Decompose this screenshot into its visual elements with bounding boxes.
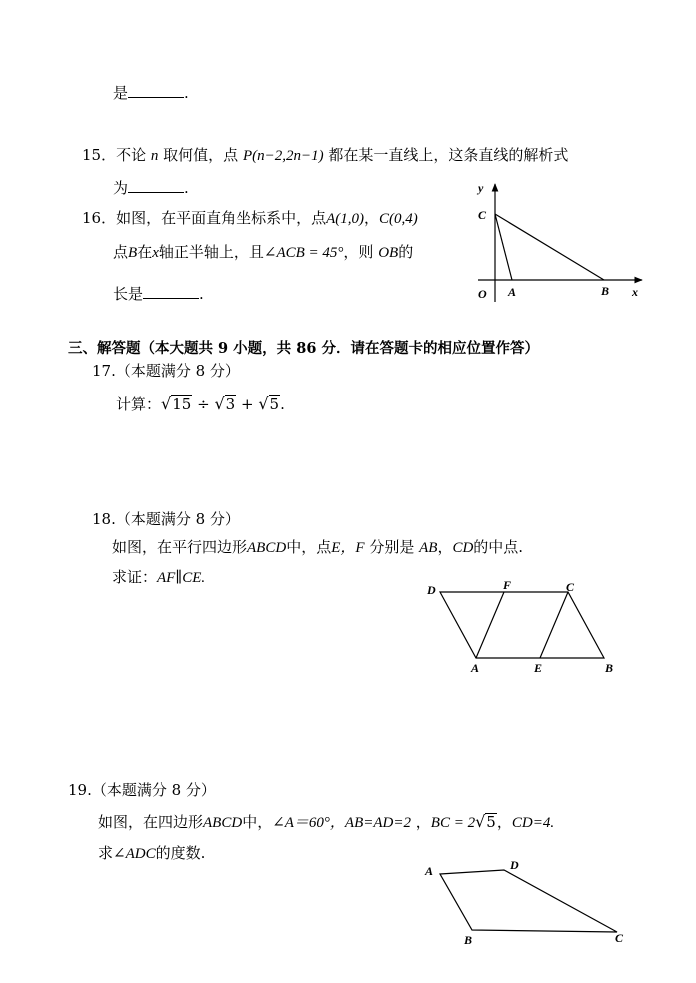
q18-segment-af bbox=[476, 592, 504, 658]
q19-line2 bbox=[98, 843, 205, 864]
q15-point: P(n−2,2n−1) bbox=[242, 148, 324, 164]
q17-label: 计算： bbox=[116, 395, 162, 413]
q18-parallelogram-figure bbox=[420, 576, 620, 676]
q17-radicand-3: 5 bbox=[269, 395, 280, 413]
q18-line2 bbox=[112, 567, 205, 588]
q18-line1 bbox=[112, 537, 523, 558]
q18-text-a: 如图，在平行四边形 bbox=[112, 538, 248, 556]
q16-angle: ∠ACB = 45° bbox=[263, 245, 344, 261]
q19-header: 19.（本题满分 8 分） bbox=[68, 781, 216, 799]
q16-text-b5: 的 bbox=[398, 243, 414, 261]
q18-claim: AF∥CE. bbox=[157, 570, 206, 586]
q19-text-a: 如图，在四边形 bbox=[98, 813, 204, 831]
q19-sep-2: ， bbox=[496, 813, 512, 831]
q18-label-b: B bbox=[605, 661, 614, 675]
q19-abcd: ABCD bbox=[203, 815, 243, 831]
q16-text-b3: 轴正半轴上，且 bbox=[158, 243, 264, 261]
q16-answer-blank[interactable] bbox=[143, 283, 199, 299]
q19-sep-1: ， bbox=[415, 813, 431, 831]
q16-point-a: A(1,0) bbox=[326, 211, 365, 227]
q17-plus: + bbox=[240, 395, 254, 413]
q15-text-c: 都在某一直线上，这条直线的解析式 bbox=[328, 146, 569, 164]
q18-cd: CD bbox=[452, 540, 474, 556]
q18-parallelogram-abcd bbox=[440, 592, 604, 658]
q19-label-b: B bbox=[464, 933, 473, 947]
q15-text-a: 不论 bbox=[116, 146, 147, 164]
q17-header: 17.（本题满分 8 分） bbox=[92, 362, 240, 380]
q19-quadrilateral-figure bbox=[420, 856, 634, 950]
q16-period: . bbox=[199, 285, 204, 303]
q18-label-e: E bbox=[534, 661, 543, 675]
q16-var-b: B bbox=[128, 245, 138, 261]
q16-line3 bbox=[113, 283, 204, 304]
q19-cond-3: CD=4. bbox=[511, 815, 555, 831]
q18-ab: AB bbox=[419, 540, 438, 556]
q19-text-c: 求 bbox=[98, 844, 114, 862]
q16-sep: ， bbox=[364, 209, 380, 227]
q16-coordinate-figure bbox=[470, 178, 646, 306]
q16-text-c: 长是 bbox=[113, 285, 144, 303]
q18-label-a: A bbox=[471, 661, 480, 675]
q15-text-b: 取何值，点 bbox=[163, 146, 239, 164]
q14-answer-line bbox=[113, 82, 189, 103]
q18-text-e: 求证： bbox=[112, 568, 158, 586]
q16-ob: OB bbox=[378, 245, 399, 261]
q16-line2 bbox=[113, 242, 413, 263]
q16-point-c: C(0,4) bbox=[379, 211, 418, 227]
q16-var-x: x bbox=[152, 245, 159, 261]
q19-text-b: 中， bbox=[242, 813, 273, 831]
q18-label-d: D bbox=[427, 583, 436, 597]
q17-radical-sign-2: √ bbox=[214, 394, 225, 413]
q18-ef: E，F bbox=[331, 540, 365, 556]
q19-radicand: 5 bbox=[486, 813, 496, 831]
q19-label-d: D bbox=[510, 858, 519, 872]
section-3-heading: 三、解答题（本大题共 9 小题，共 86 分．请在答题卡的相应位置作答） bbox=[68, 340, 539, 357]
q16-segment-ca bbox=[495, 214, 512, 280]
q15-answer-blank[interactable] bbox=[128, 177, 184, 193]
q17-radical-sign-3: √ bbox=[258, 394, 269, 413]
q16-label-c: C bbox=[478, 208, 487, 222]
q19-line1 bbox=[98, 812, 554, 833]
q15-period: . bbox=[184, 179, 189, 197]
q14-period: . bbox=[184, 84, 189, 102]
q17-radicand-2: 3 bbox=[225, 395, 236, 413]
q17-expression bbox=[116, 394, 285, 414]
q16-number: 16． bbox=[82, 209, 117, 227]
q18-label-f: F bbox=[503, 578, 512, 592]
q16-segment-cb bbox=[495, 214, 604, 280]
q19-angle: ∠ADC bbox=[113, 846, 156, 862]
q16-label-x: x bbox=[632, 285, 638, 299]
q19-cond-1: ∠A＝60°，AB=AD=2 bbox=[272, 815, 411, 831]
q19-radical-sign: √ bbox=[475, 812, 486, 831]
q18-text-d: 的中点. bbox=[473, 538, 524, 556]
q16-label-o: O bbox=[478, 287, 487, 301]
q15-number: 15． bbox=[82, 146, 117, 164]
q14-text: 是 bbox=[113, 84, 129, 102]
q16-line1 bbox=[82, 208, 418, 229]
q16-label-a: A bbox=[508, 285, 517, 299]
q17-divide: ÷ bbox=[197, 395, 210, 413]
q17-period: . bbox=[280, 395, 285, 413]
q15-text-line2: 为 bbox=[113, 179, 129, 197]
q18-sep: ， bbox=[437, 538, 453, 556]
q19-label-c: C bbox=[615, 931, 624, 945]
q16-label-y: y bbox=[478, 181, 484, 195]
q17-radical-sign-1: √ bbox=[161, 394, 172, 413]
q15-var-n: n bbox=[150, 148, 159, 164]
q16-text-b1: 点 bbox=[113, 243, 129, 261]
q19-cond-2: BC = 2 bbox=[430, 815, 476, 831]
q19-label-a: A bbox=[425, 864, 434, 878]
q19-text-d: 的度数. bbox=[155, 844, 206, 862]
q17-radicand-1: 15 bbox=[172, 395, 192, 413]
q15-line2 bbox=[113, 177, 189, 198]
q16-text-b2: 在 bbox=[137, 243, 153, 261]
q18-text-c: 分别是 bbox=[369, 538, 415, 556]
q18-segment-ec bbox=[540, 592, 568, 658]
q16-text-b4: ，则 bbox=[343, 243, 374, 261]
q16-text-a: 如图，在平面直角坐标系中，点 bbox=[116, 209, 327, 227]
q16-label-b: B bbox=[601, 284, 610, 298]
q18-header: 18.（本题满分 8 分） bbox=[92, 510, 240, 528]
q15-line1 bbox=[82, 145, 568, 166]
q19-quadrilateral-abcd bbox=[440, 870, 617, 932]
q18-text-b: 中，点 bbox=[286, 538, 332, 556]
q14-answer-blank[interactable] bbox=[128, 82, 184, 98]
q18-abcd: ABCD bbox=[247, 540, 287, 556]
q18-label-c: C bbox=[566, 580, 575, 594]
